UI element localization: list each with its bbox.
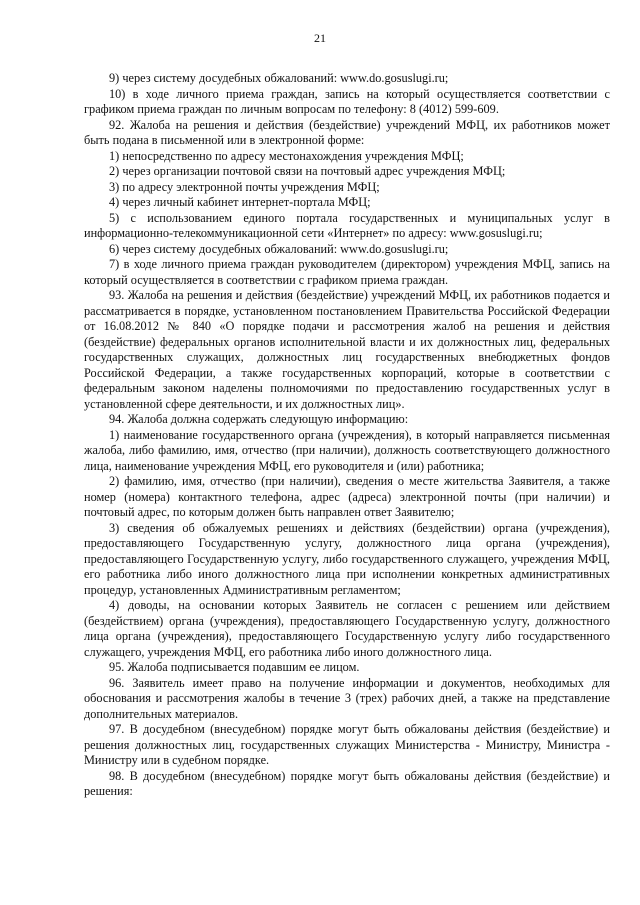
paragraph-94-item-3: 3) сведения об обжалуемых решениях и действиях (бездействии) органа (учреждения), предоставляющего Государственную услугу, должностного лица органа (учреждения), предоставляющего Государственную услугу, либо государственного служащего, учреждения МФЦ, его работника либо иного должностного лица при исполнении конкретных административных процедур, установленных Административным регламентом; <box>84 520 610 597</box>
document-body <box>84 71 610 800</box>
paragraph-92-item-5: 5) с использованием единого портала государственных и муниципальных услуг в информационно-телекоммуникационной сети «Интернет» по адресу: www.gosuslugi.ru; <box>84 210 610 240</box>
paragraph-97: 97. В досудебном (внесудебном) порядке могут быть обжалованы действия (бездействие) и решения должностных лиц, государственных служащих Министерства - Министру, Министра - Министру или в судебном порядке. <box>84 722 610 767</box>
paragraph-95: 95. Жалоба подписывается подавшим ее лицом. <box>109 660 360 674</box>
paragraph-item-9: 9) через систему досудебных обжалований: www.do.gosuslugi.ru; <box>109 71 449 85</box>
page-number: 21 <box>314 31 326 45</box>
paragraph-93: 93. Жалоба на решения и действия (бездействие) учреждений МФЦ, их работников подается и рассматривается в порядке, установленном постановлением Правительства Российской Федерации от 16.08.2012 № 840 «О порядке подачи и рассмотрения жалоб на решения и действия (бездействие) федеральных органов исполнительной власти и их должностных лиц, федеральных государственных служащих, должностных лиц государственных внебюджетных фондов Российской Федерации, а также государственных корпораций, которые в соответствии с федеральным законом наделены полномочиями по предоставлению государственных услуг в установленной сфере деятельности, и их должностных лиц». <box>84 288 610 411</box>
paragraph-94: 94. Жалоба должна содержать следующую информацию: <box>109 412 409 426</box>
paragraph-92-item-3: 3) по адресу электронной почты учреждения МФЦ; <box>109 179 380 194</box>
paragraph-92-item-6: 6) через систему досудебных обжалований: www.do.gosuslugi.ru; <box>109 241 449 256</box>
paragraph-92-item-1: 1) непосредственно по адресу местонахождения учреждения МФЦ; <box>109 148 464 163</box>
paragraph-96: 96. Заявитель имеет право на получение информации и документов, необходимых для обоснования и рассмотрения жалобы в течение 3 (трех) рабочих дней, а также на представление дополнительных материалов. <box>84 675 610 721</box>
paragraph-92-item-2: 2) через организации почтовой связи на почтовый адрес учреждения МФЦ; <box>109 164 506 178</box>
paragraph-94-item-1: 1) наименование государственного органа (учреждения), в который направляется письменная жалоба, либо фамилию, имя, отчество (при наличии), должность соответствующего должностного лица, наименование учреждения МФЦ, его руководителя и (или) работника; <box>84 427 610 473</box>
paragraph-92-item-4: 4) через личный кабинет интернет-портала МФЦ; <box>109 195 371 209</box>
paragraph-92: 92. Жалоба на решения и действия (бездействие) учреждений МФЦ, их работников может быть подана в письменной или в электронной форме: <box>84 117 610 147</box>
paragraph-92-item-7: 7) в ходе личного приема граждан руководителем (директором) учреждения МФЦ, запись на который осуществляется в соответствии с графиком приема граждан. <box>84 257 610 287</box>
paragraph-98: 98. В досудебном (внесудебном) порядке могут быть обжалованы действия (бездействие) и решения: <box>84 768 610 798</box>
paragraph-94-item-4: 4) доводы, на основании которых Заявитель не согласен с решением или действием (бездействием) органа (учреждения), предоставляющего Государственную услугу, должностного лица органа (учреждения), предоставляющего Государственную услугу либо государственного служащего, учреждения МФЦ, его работника либо иного должностного лица. <box>84 598 610 659</box>
paragraph-94-item-2: 2) фамилию, имя, отчество (при наличии), сведения о месте жительства Заявителя, а также номер (номера) контактного телефона, адрес (адреса) электронной почты (при наличии) и почтовый адрес, по которым должен быть направлен ответ Заявителю; <box>84 474 610 519</box>
paragraph-item-10: 10) в ходе личного приема граждан, запись на который осуществляется соответствии с графиком приема граждан по личным вопросам по телефону: 8 (4012) 599-609. <box>84 86 610 116</box>
